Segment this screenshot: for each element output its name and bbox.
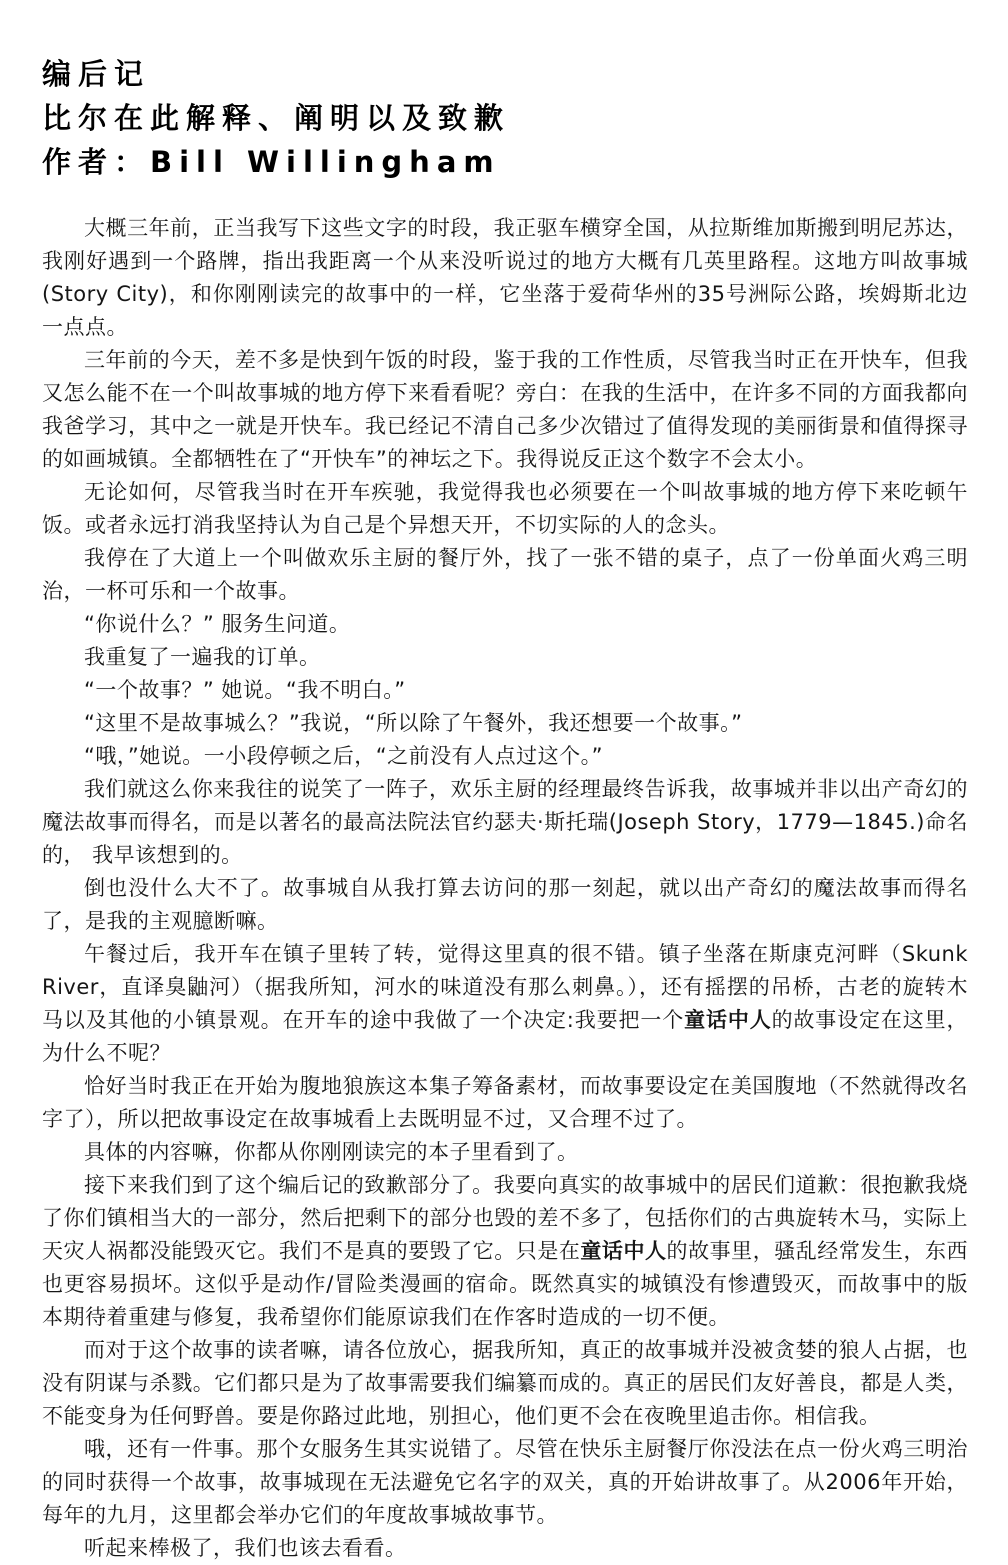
paragraph: 我们就这么你来我往的说笑了一阵子，欢乐主厨的经理最终告诉我，故事城并非以出产奇幻的魔法故事而得名，而是以著名的最高法院法官约瑟夫·斯托瑞(Joseph Story，1779—1845.)命名的， 我早该想到的。 <box>42 777 968 867</box>
dialogue-line: “哦，”她说。一小段停顿之后，“之前没有人点过这个。” <box>84 744 604 768</box>
paragraph <box>42 938 968 1070</box>
paragraph: 哦，还有一件事。那个女服务生其实说错了。尽管在快乐主厨餐厅你没法在点一份火鸡三明治的同时获得一个故事，故事城现在无法避免它名字的双关，真的开始讲故事了。从2006年开始，每年的九月，这里都会举办它们的年度故事城故事节。 <box>42 1437 968 1527</box>
dialogue-line: “这里不是故事城么？”我说，“所以除了午餐外，我还想要一个故事。” <box>84 711 743 735</box>
paragraph-text: 的故事里，骚乱经常发生，东西也更容易损坏。这似乎是动作/冒险类漫画的宿命。既然真实的城镇没有惨遭毁灭，而故事中的版本期待着重建与修复，我希望你们能原谅我们在作客时造成的一切不便。 <box>42 1239 969 1329</box>
paragraph-text: 午餐过后，我开车在镇子里转了转，觉得这里真的很不错。镇子坐落在斯康克河畔（Skunk River，直译臭鼬河）（据我所知，河水的味道没有那么刺鼻。），还有摇摆的吊桥，古老的旋转木马以及其他的小镇景观。在开车的途中我做了一个决定:我要把一个 <box>42 942 968 1032</box>
paragraph: 我停在了大道上一个叫做欢乐主厨的餐厅外，找了一张不错的桌子，点了一份单面火鸡三明治，一杯可乐和一个故事。 <box>42 546 968 603</box>
paragraph-text: 的故事设定在这里，为什么不呢？ <box>42 1008 968 1065</box>
paragraph: 大概三年前，正当我写下这些文字的时段，我正驱车横穿全国，从拉斯维加斯搬到明尼苏达，我刚好遇到一个路牌，指出我距离一个从来没听说过的地方大概有几英里路程。这地方叫故事城(Story City)，和你刚刚读完的故事中的一样，它坐落于爱荷华州的35号洲际公路，埃姆斯北边一点点。 <box>42 216 968 339</box>
afterword-body <box>42 212 968 1565</box>
dialogue-line: “一个故事？” 她说。“我不明白。” <box>84 678 406 702</box>
paragraph: 具体的内容嘛，你都从你刚刚读完的本子里看到了。 <box>84 1140 579 1164</box>
paragraph <box>42 1169 968 1334</box>
page-subtitle: 比尔在此解释、阐明以及致歉 <box>42 101 511 135</box>
paragraph: 无论如何，尽管我当时在开车疾驰，我觉得我也必须要在一个叫故事城的地方停下来吃顿午饭。或者永远打消我坚持认为自己是个异想天开，不切实际的人的念头。 <box>42 480 968 537</box>
byline: 作者：Bill Willingham <box>42 145 501 179</box>
title-block <box>42 52 968 184</box>
paragraph: 恰好当时我正在开始为腹地狼族这本集子筹备素材，而故事要设定在美国腹地（不然就得改名字了），所以把故事设定在故事城看上去既明显不过，又合理不过了。 <box>42 1074 968 1131</box>
emphasized-term: 童话中人 <box>580 1239 667 1263</box>
paragraph-text: 接下来我们到了这个编后记的致歉部分了。我要向真实的故事城中的居民们道歉：很抱歉我烧了你们镇相当大的一部分，然后把剩下的部分也毁的差不多了，包括你们的古典旋转木马，实际上天灾人祸都没能毁灭它。我们不是真的要毁了它。只是在 <box>42 1173 968 1263</box>
emphasized-term: 童话中人 <box>684 1008 772 1032</box>
dialogue-line: “你说什么？” 服务生问道。 <box>84 612 351 636</box>
paragraph: 三年前的今天，差不多是快到午饭的时段，鉴于我的工作性质，尽管我当时正在开快车，但我又怎么能不在一个叫故事城的地方停下来看看呢？旁白：在我的生活中，在许多不同的方面我都向我爸学习，其中之一就是开快车。我已经记不清自己多少次错过了值得发现的美丽街景和值得探寻的如画城镇。全都牺牲在了“开快车”的神坛之下。我得说反正这个数字不会太小。 <box>42 348 968 471</box>
paragraph: 听起来棒极了，我们也该去看看。 <box>84 1536 407 1560</box>
paragraph: 而对于这个故事的读者嘛，请各位放心，据我所知，真正的故事城并没被贪婪的狼人占据，也没有阴谋与杀戮。它们都只是为了故事需要我们编纂而成的。真正的居民们友好善良，都是人类，不能变身为任何野兽。要是你路过此地，别担心，他们更不会在夜晚里追击你。相信我。 <box>42 1338 968 1428</box>
page-title: 编后记 <box>42 57 151 91</box>
dialogue-line: 我重复了一遍我的订单。 <box>84 645 321 669</box>
paragraph: 倒也没什么大不了。故事城自从我打算去访问的那一刻起，就以出产奇幻的魔法故事而得名了，是我的主观臆断嘛。 <box>42 876 968 933</box>
